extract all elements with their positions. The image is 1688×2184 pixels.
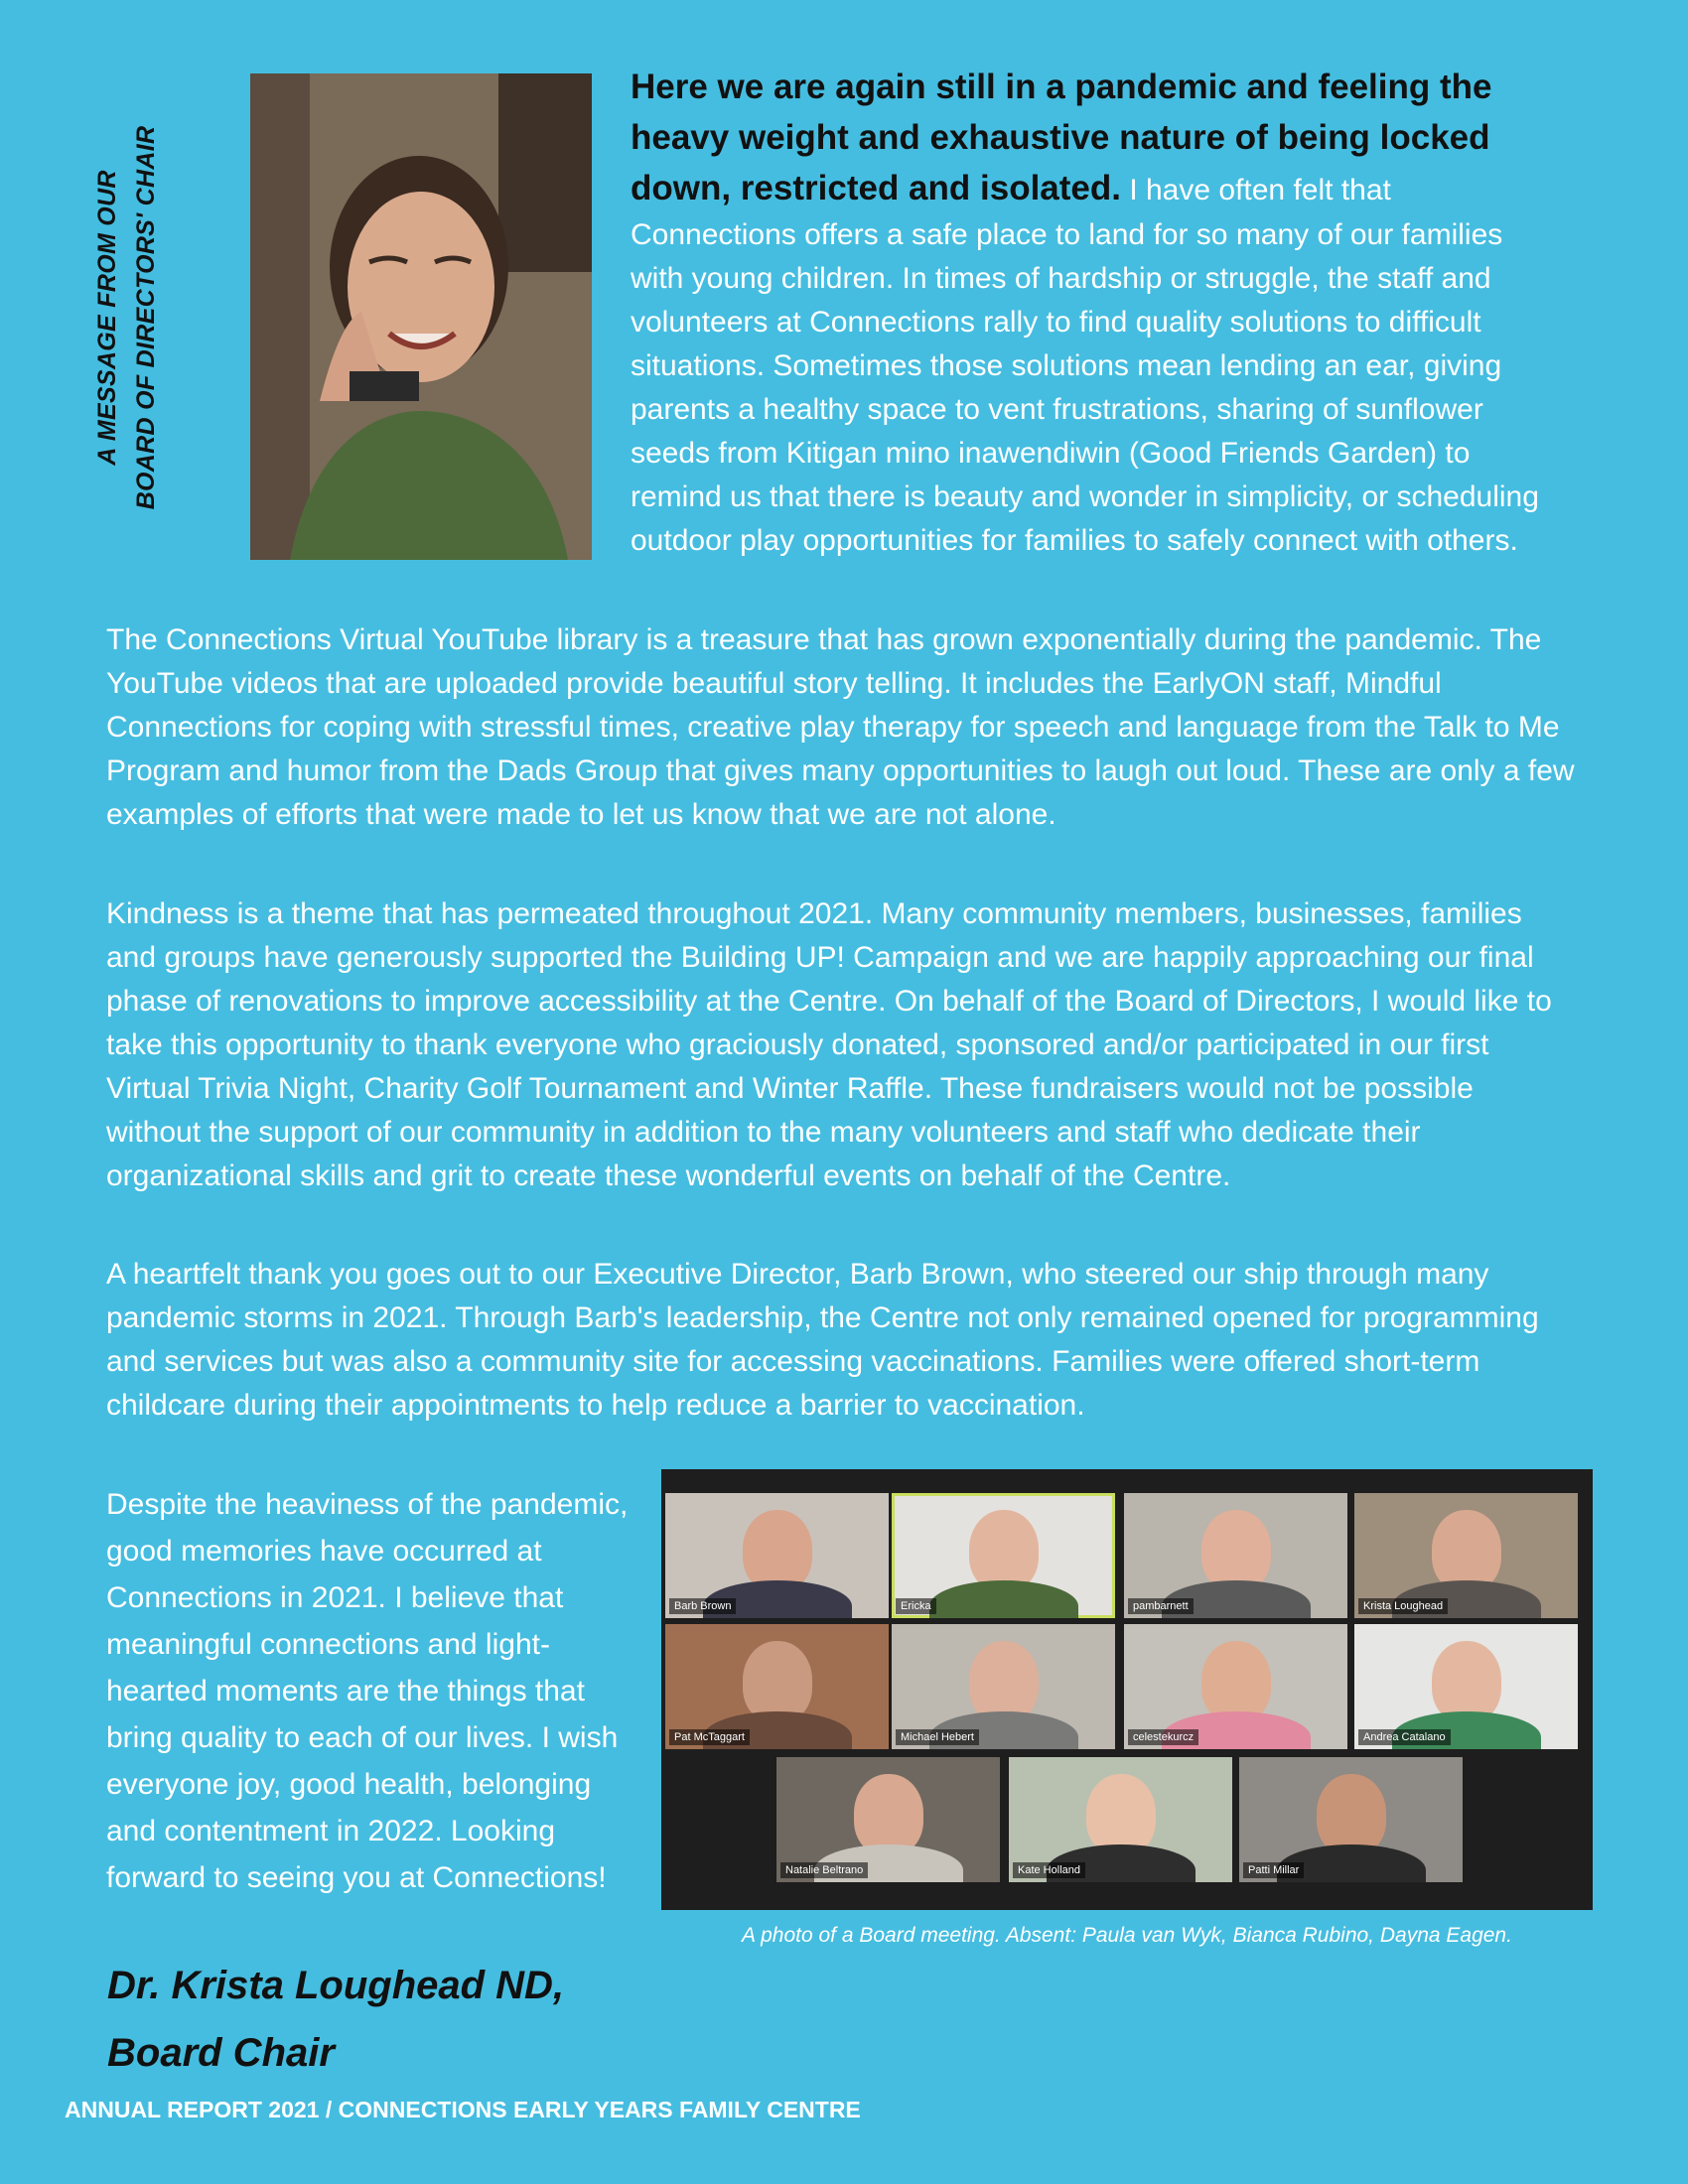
board-meeting-photo [661, 1469, 1593, 1910]
paragraph-kindness: Kindness is a theme that has permeated throughout 2021. Many community members, businesses, families and groups have generously supported the Building UP! Campaign and we are happily approaching our final phase of renovations to improve accessibility at the Centre. On behalf of the Board of Directors, I would like to take this opportunity to thank everyone who graciously donated, sponsored and/or participated in our first Virtual Trivia Night, Charity Golf Tournament and Winter Raffle. These fundraisers would not be possible without the support of our community in addition to the many volunteers and staff who dedicate their organizational skills and grit to create these wonderful events on behalf of the Centre. [106, 897, 1552, 1192]
participant-name: pambarnett [1128, 1598, 1194, 1614]
video-tile [665, 1493, 889, 1618]
footer-report-title: ANNUAL REPORT 2021 / CONNECTIONS EARLY YEARS FAMILY CENTRE [65, 2097, 861, 2122]
intro-rest: I have often felt that Connections offers a safe place to land for so many of our families with young children. In times of hardship or struggle, the staff and volunteers at Connections rally to find quality solutions to difficult situations. Sometimes those solutions mean lending an ear, giving parents a healthy space to vent frustrations, sharing of sunflower seeds from Kitigan mino inawendiwin (Good Friends Garden) to remind us that there is beauty and wonder in simplicity, or scheduling outdoor play opportunities for families to safely connect with others. [631, 174, 1539, 557]
participant-name: Ericka [896, 1598, 936, 1614]
video-tile [1009, 1757, 1232, 1882]
video-tile [1124, 1493, 1347, 1618]
participant-name: Pat McTaggart [669, 1729, 750, 1745]
participant-name: Krista Loughead [1358, 1598, 1448, 1614]
participant-name: celestekurcz [1128, 1729, 1198, 1745]
chair-portrait-photo [250, 73, 592, 560]
video-tile [1354, 1624, 1578, 1749]
intro-lead: Here we are again still in a pandemic and feeling the heavy weight and exhaustive nature of being locked down, restricted and isolated. [631, 68, 1492, 207]
video-tile [1354, 1493, 1578, 1618]
video-tile [1124, 1624, 1347, 1749]
participant-name: Andrea Catalano [1358, 1729, 1451, 1745]
signature [107, 1952, 663, 2087]
video-tile-active [892, 1493, 1115, 1618]
paragraph-youtube-library: The Connections Virtual YouTube library is a treasure that has grown exponentially during the pandemic. The YouTube videos that are uploaded provide beautiful story telling. It includes the EarlyON staff, Mindful Connections for coping with stressful times, creative play therapy for speech and language from the Talk to Me Program and humor from the Dads Group that gives many opportunities to laugh out loud. These are only a few examples of efforts that were made to let us know that we are not alone. [106, 623, 1575, 831]
paragraph-thank-you: A heartfelt thank you goes out to our Executive Director, Barb Brown, who steered our ship through many pandemic storms in 2021. Through Barb's leadership, the Centre not only remained opened for programming and services but was also a community site for accessing vaccinations. Families were offered short-term childcare during their appointments to help reduce a barrier to vaccination. [106, 1258, 1539, 1422]
side-heading [77, 89, 177, 546]
photo-caption: A photo of a Board meeting. Absent: Paula van Wyk, Bianca Rubino, Dayna Eagen. [742, 1924, 1512, 1947]
side-heading-line-2: BOARD OF DIRECTORS' CHAIR [132, 125, 160, 510]
video-tile [665, 1624, 889, 1749]
signature-name: Dr. Krista Loughead ND, [107, 1964, 565, 2007]
participant-name: Kate Holland [1013, 1862, 1085, 1878]
video-tile [776, 1757, 1000, 1882]
participant-name: Michael Hebert [896, 1729, 979, 1745]
video-tile [892, 1624, 1115, 1749]
signature-title: Board Chair [107, 2031, 335, 2075]
participant-name: Patti Millar [1243, 1862, 1304, 1878]
video-tile [1239, 1757, 1463, 1882]
participant-name: Barb Brown [669, 1598, 736, 1614]
participant-name: Natalie Beltrano [780, 1862, 868, 1878]
closing-paragraph: Despite the heaviness of the pandemic, good memories have occurred at Connections in 2021. I believe that meaningful connections and light-hearted moments are the things that bring quality to each of our lives. I wish everyone joy, good health, belonging and contentment in 2022. Looking forward to seeing you at Connections! [106, 1488, 629, 1894]
side-heading-line-1: A MESSAGE FROM OUR [93, 170, 121, 466]
intro-paragraph [631, 62, 1554, 563]
